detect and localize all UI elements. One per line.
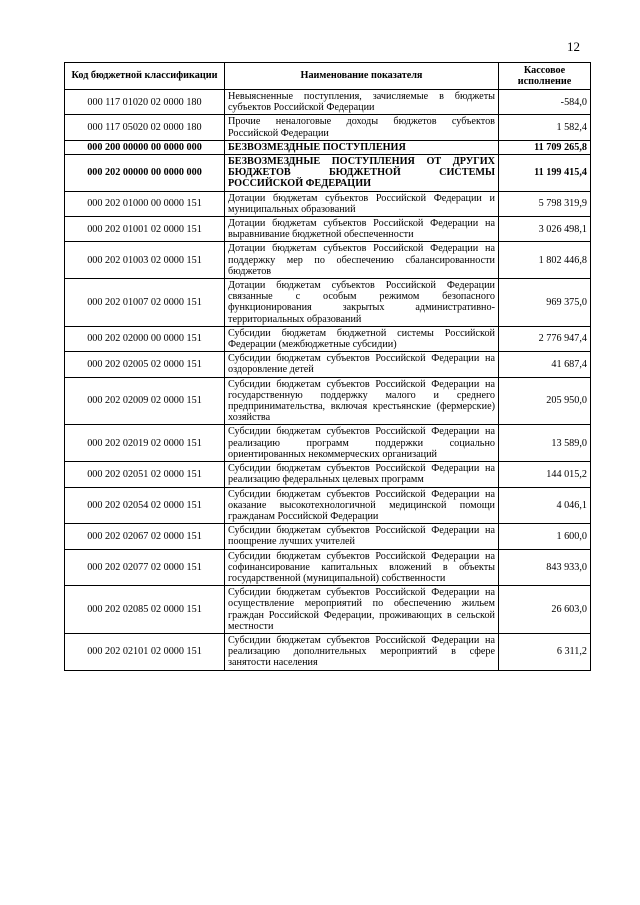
row-name-cell: Субсидии бюджетам субъектов Российской Федерации на реализацию дополнительных мероприятий в сфере занятости населения: [225, 633, 499, 670]
row-amount-cell: 1 600,0: [499, 524, 591, 549]
row-code-cell: 000 202 01001 02 0000 151: [65, 217, 225, 242]
header-name: Наименование показателя: [225, 63, 499, 90]
table-row: [65, 377, 591, 425]
table-row: [65, 191, 591, 216]
row-name-cell: Дотации бюджетам субъектов Российской Федерации связанные с особым режимом безопасного функционирования закрытых административно-территориальных образований: [225, 279, 499, 327]
table-row: [65, 115, 591, 140]
row-code-cell: 000 202 02101 02 0000 151: [65, 633, 225, 670]
row-amount-cell: 3 026 498,1: [499, 217, 591, 242]
table-row: [65, 140, 591, 154]
row-name-cell: БЕЗВОЗМЕЗДНЫЕ ПОСТУПЛЕНИЯ ОТ ДРУГИХ БЮДЖЕТОВ БЮДЖЕТНОЙ СИСТЕМЫ РОССИЙСКОЙ ФЕДЕРАЦИИ: [225, 155, 499, 192]
table-body: [65, 90, 591, 671]
row-code-cell: 000 202 02005 02 0000 151: [65, 352, 225, 377]
row-amount-cell: 41 687,4: [499, 352, 591, 377]
budget-execution-table: [64, 62, 591, 671]
row-code-cell: 000 202 01003 02 0000 151: [65, 242, 225, 279]
row-amount-cell: 2 776 947,4: [499, 326, 591, 351]
row-name-cell: Дотации бюджетам субъектов Российской Федерации на выравнивание бюджетной обеспеченности: [225, 217, 499, 242]
row-name-cell: Субсидии бюджетам субъектов Российской Федерации на осуществление мероприятий по обеспечению жильем граждан Российской Федерации, проживающих в сельской местности: [225, 586, 499, 634]
table-row: [65, 217, 591, 242]
row-amount-cell: 26 603,0: [499, 586, 591, 634]
row-name-cell: Дотации бюджетам субъектов Российской Федерации и муниципальных образований: [225, 191, 499, 216]
row-name-cell: Субсидии бюджетам бюджетной системы Российской Федерации (межбюджетные субсидии): [225, 326, 499, 351]
row-code-cell: 000 117 05020 02 0000 180: [65, 115, 225, 140]
row-name-cell: Дотации бюджетам субъектов Российской Федерации на поддержку мер по обеспечению сбалансированности бюджетов: [225, 242, 499, 279]
table-row: [65, 462, 591, 487]
row-code-cell: 000 202 02000 00 0000 151: [65, 326, 225, 351]
table-row: [65, 279, 591, 327]
row-name-cell: Субсидии бюджетам субъектов Российской Федерации на государственную поддержку малого и среднего предпринимательства, включая крестьянские (фермерские) хозяйства: [225, 377, 499, 425]
row-name-cell: Субсидии бюджетам субъектов Российской Федерации на оздоровление детей: [225, 352, 499, 377]
row-code-cell: 000 117 01020 02 0000 180: [65, 90, 225, 115]
row-code-cell: 000 202 02054 02 0000 151: [65, 487, 225, 524]
row-amount-cell: 969 375,0: [499, 279, 591, 327]
table-row: [65, 242, 591, 279]
row-amount-cell: -584,0: [499, 90, 591, 115]
row-name-cell: Субсидии бюджетам субъектов Российской Федерации на реализацию федеральных целевых программ: [225, 462, 499, 487]
row-amount-cell: 5 798 319,9: [499, 191, 591, 216]
row-amount-cell: 843 933,0: [499, 549, 591, 586]
page-number: 12: [567, 39, 580, 54]
row-code-cell: 000 202 02009 02 0000 151: [65, 377, 225, 425]
row-code-cell: 000 202 02067 02 0000 151: [65, 524, 225, 549]
row-name-cell: Субсидии бюджетам субъектов Российской Федерации на поощрение лучших учителей: [225, 524, 499, 549]
table-row: [65, 633, 591, 670]
row-name-cell: Субсидии бюджетам субъектов Российской Федерации на софинансирование капитальных вложений в объекты государственной (муниципальной) собственности: [225, 549, 499, 586]
table-header-row: [65, 63, 591, 90]
row-name-cell: Субсидии бюджетам субъектов Российской Федерации на реализацию программ поддержки социально ориентированных некоммерческих организаций: [225, 425, 499, 462]
table-row: [65, 487, 591, 524]
row-amount-cell: 1 582,4: [499, 115, 591, 140]
row-name-cell: БЕЗВОЗМЕЗДНЫЕ ПОСТУПЛЕНИЯ: [225, 140, 499, 154]
table-row: [65, 326, 591, 351]
header-code: Код бюджетной классификации: [65, 63, 225, 90]
table-row: [65, 549, 591, 586]
table-row: [65, 524, 591, 549]
row-code-cell: 000 200 00000 00 0000 000: [65, 140, 225, 154]
row-code-cell: 000 202 02077 02 0000 151: [65, 549, 225, 586]
table-row: [65, 155, 591, 192]
row-code-cell: 000 202 00000 00 0000 000: [65, 155, 225, 192]
row-code-cell: 000 202 01000 00 0000 151: [65, 191, 225, 216]
row-amount-cell: 205 950,0: [499, 377, 591, 425]
table-row: [65, 586, 591, 634]
table-row: [65, 425, 591, 462]
row-amount-cell: 144 015,2: [499, 462, 591, 487]
row-amount-cell: 11 709 265,8: [499, 140, 591, 154]
row-code-cell: 000 202 01007 02 0000 151: [65, 279, 225, 327]
row-name-cell: Субсидии бюджетам субъектов Российской Федерации на оказание высокотехнологичной медицинской помощи гражданам Российской Федерации: [225, 487, 499, 524]
row-amount-cell: 1 802 446,8: [499, 242, 591, 279]
row-amount-cell: 13 589,0: [499, 425, 591, 462]
row-code-cell: 000 202 02019 02 0000 151: [65, 425, 225, 462]
row-name-cell: Прочие неналоговые доходы бюджетов субъектов Российской Федерации: [225, 115, 499, 140]
table-row: [65, 352, 591, 377]
row-code-cell: 000 202 02051 02 0000 151: [65, 462, 225, 487]
header-amount: Кассовое исполнение: [499, 63, 591, 90]
row-amount-cell: 6 311,2: [499, 633, 591, 670]
row-name-cell: Невыясненные поступления, зачисляемые в бюджеты субъектов Российской Федерации: [225, 90, 499, 115]
row-amount-cell: 4 046,1: [499, 487, 591, 524]
row-code-cell: 000 202 02085 02 0000 151: [65, 586, 225, 634]
table-row: [65, 90, 591, 115]
row-amount-cell: 11 199 415,4: [499, 155, 591, 192]
